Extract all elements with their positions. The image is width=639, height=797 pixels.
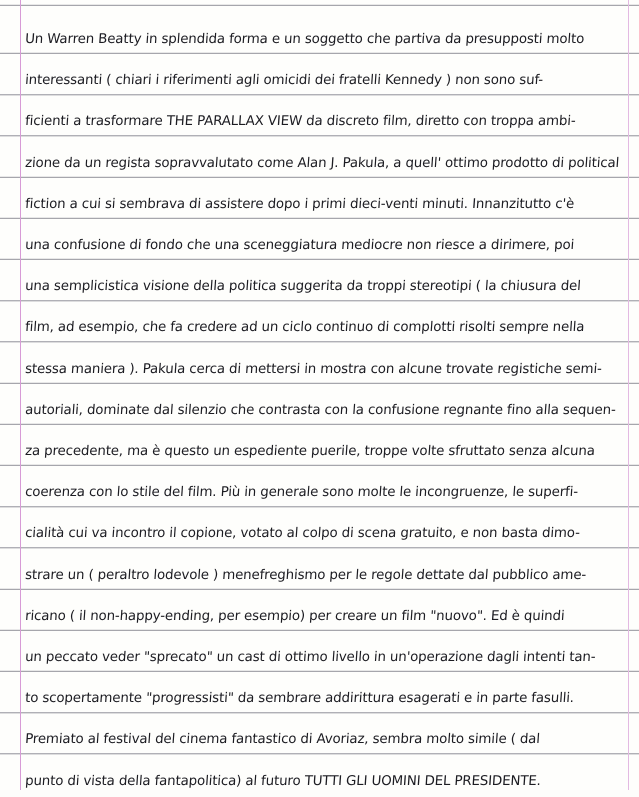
text-line-16: un peccato veder "sprecato" un cast di ottimo livello in un'operazione dagli intenti tan- <box>24 650 596 665</box>
text-line-13: cialità cui va incontro il copione, votato al colpo di scena gratuito, e non basta dimo- <box>24 526 581 542</box>
text-line-18: Premiato al festival del cinema fantastico di Avoriaz, sembra molto simile ( dal <box>24 732 541 748</box>
text-line-3: ficienti a trasformare THE PARALLAX VIEW da discreto film, diretto con troppa ambi- <box>24 114 577 130</box>
text-line-19: punto di vista della fantapolitica) al futuro TUTTI GLI UOMINI DEL PRESIDENTE. <box>24 773 542 789</box>
text-line-4: zione da un regista sopravvalutato come Alan J. Pakula, a quell' ottimo prodotto di political <box>24 155 620 171</box>
text-line-1: Un Warren Beatty in splendida forma e un soggetto che partiva da presupposti molto <box>24 32 585 47</box>
text-line-5: fiction a cui si sembrava di assistere dopo i primi dieci-venti minuti. Innanzitutto c'è <box>24 196 575 212</box>
text-line-6: una confusione di fondo che una sceneggiatura mediocre non riesce a dirimere, poi <box>24 238 575 253</box>
text-line-7: una semplicistica visione della politica suggerita da troppi stereotipi ( la chiusura del <box>24 279 582 295</box>
text-line-9: stessa maniera ). Pakula cerca di mettersi in mostra con alcune trovate registiche semi- <box>24 361 603 377</box>
text-line-11: za precedente, ma è questo un espediente puerile, troppe volte sfruttato senza alcuna <box>24 444 596 459</box>
text-line-10: autoriali, dominate dal silenzio che contrasta con la confusione regnante fino alla sequen- <box>24 402 617 418</box>
text-line-8: film, ad esempio, che fa credere ad un ciclo continuo di complotti risolti sempre nella <box>24 320 585 336</box>
left-margin-line <box>20 0 21 790</box>
text-line-15: ricano ( il non-happy-ending, per esempio) per creare un film "nuovo". Ed è quindi <box>24 608 565 624</box>
text-line-17: to scopertamente "progressisti" da sembrare addirittura esagerati e in parte fasulli. <box>24 691 575 707</box>
text-line-12: coerenza con lo stile del film. Più in generale sono molte le incongruenze, le superfi- <box>24 485 579 501</box>
text-line-14: strare un ( peraltro lodevole ) menefreghismo per le regole dettate dal pubblico ame- <box>24 567 587 583</box>
text-line-2: interessanti ( chiari i riferimenti agli omicidi dei fratelli Kennedy ) non sono suf- <box>24 73 544 89</box>
